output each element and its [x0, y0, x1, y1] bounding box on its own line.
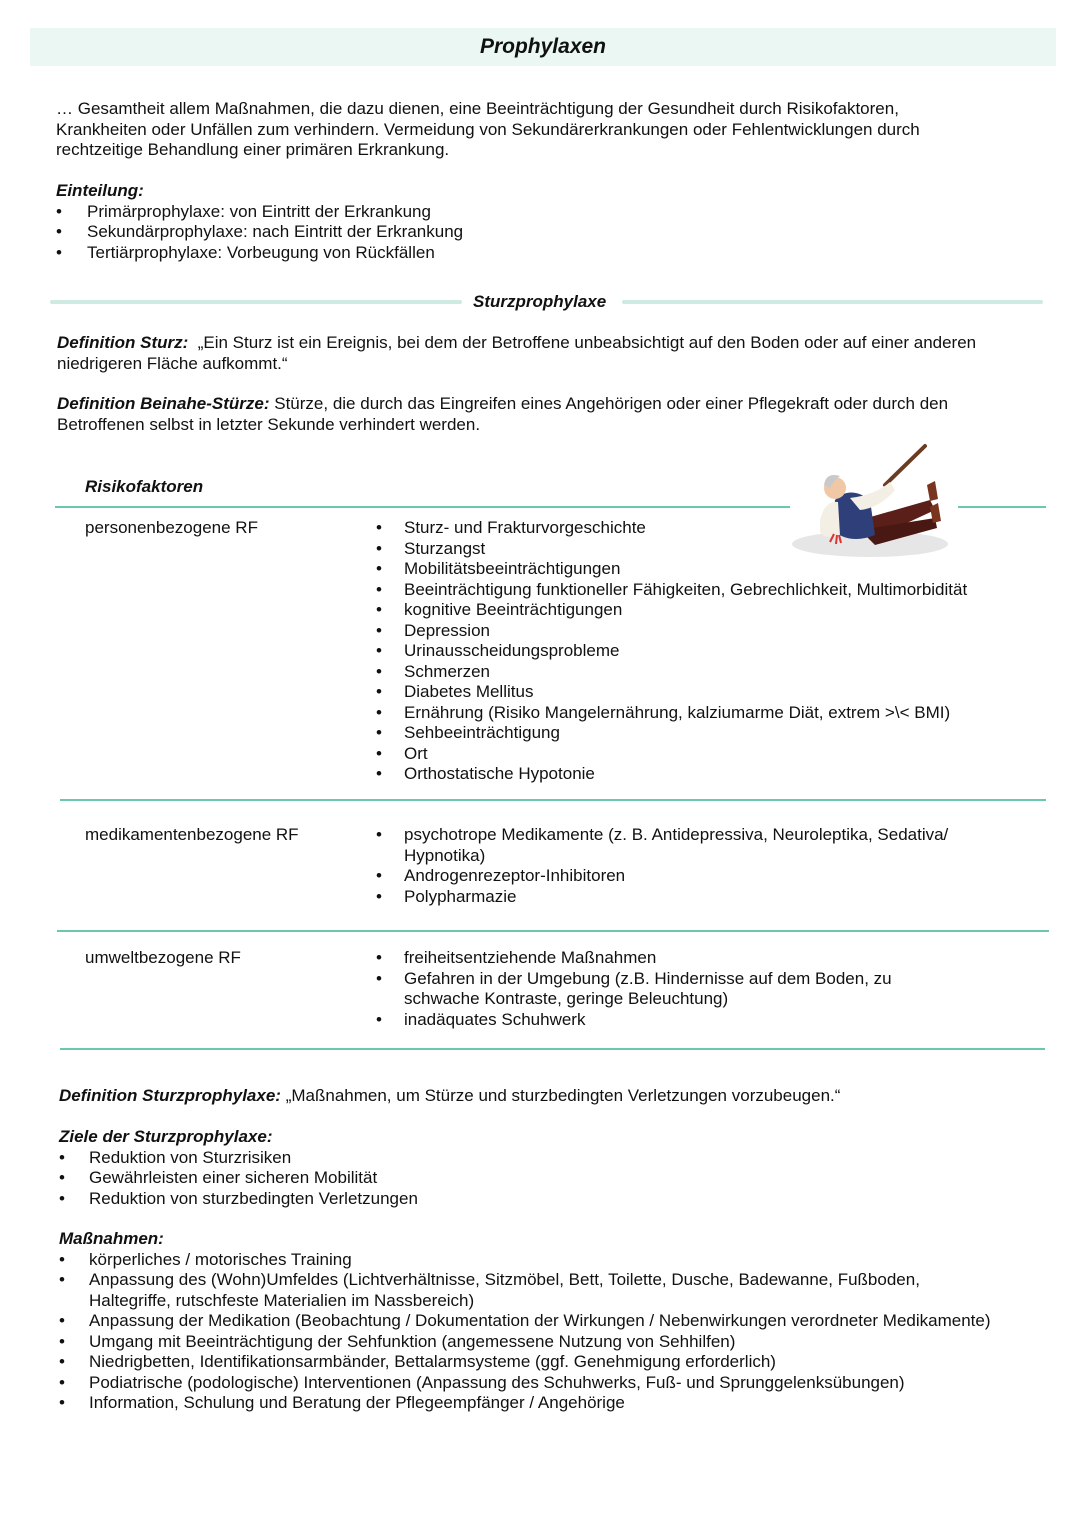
list-item	[59, 1168, 418, 1189]
list-item	[376, 1010, 892, 1031]
intro-line: … Gesamtheit allem Maßnahmen, die dazu dienen, eine Beeinträchtigung der Gesundheit durch Risikofaktoren,	[56, 99, 899, 118]
list-item	[376, 641, 967, 662]
bullet: •	[56, 242, 62, 262]
list-item	[56, 243, 463, 264]
list-item	[376, 948, 892, 969]
list-item-text: freiheitsentziehende Maßnahmen	[404, 948, 657, 967]
section-title: Sturzprophylaxe	[473, 292, 607, 311]
bullet: •	[59, 1372, 65, 1392]
list-item-text: Podiatrische (podologische) Interventionen (Anpassung des Schuhwerks, Fuß- und Sprunggelenksübungen)	[89, 1372, 905, 1392]
list-item-text: Orthostatische Hypotonie	[404, 764, 595, 783]
bullet: •	[376, 682, 382, 701]
definition-sturzprophylaxe	[59, 1086, 840, 1107]
list-item-text: Ort	[404, 743, 428, 763]
table-line	[57, 930, 1049, 932]
risk-group-label: personenbezogene RF	[85, 518, 258, 537]
bullet: •	[59, 1249, 65, 1269]
list-item-text: Sekundärprophylaxe: nach Eintritt der Erkrankung	[87, 222, 464, 241]
list-item	[59, 1373, 991, 1394]
list-item-text: Anpassung der Medikation (Beobachtung / Dokumentation der Wirkungen / Nebenwirkungen verordneter Medikamente)	[89, 1311, 991, 1330]
list-item-text: Hypnotika)	[404, 845, 486, 865]
einteilung-section	[56, 181, 463, 263]
list-item	[59, 1189, 418, 1210]
list-item-text: Sturz- und Frakturvorgeschichte	[404, 518, 646, 537]
bullet: •	[59, 1147, 65, 1167]
list-item	[59, 1352, 991, 1373]
definition-text: „Ein Sturz ist ein Ereignis, bei dem der Betroffene unbeabsichtigt auf den Boden oder auf einer anderen	[197, 333, 977, 352]
list-item-text: Niedrigbetten, Identifikationsarmbänder, Bettalarmsysteme (ggf. Genehmigung erforderlich)	[89, 1352, 776, 1371]
definition-label: Definition Sturz:	[57, 333, 189, 352]
massnahmen-list	[59, 1250, 991, 1414]
list-item	[376, 723, 967, 744]
list-item-text: Ernährung (Risiko Mangelernährung, kalziumarme Diät, extrem >\< BMI)	[404, 702, 951, 722]
list-item	[376, 969, 892, 990]
definition-text: Betroffenen selbst in letzter Sekunde verhindert werden.	[57, 414, 481, 434]
definition-label: Definition Beinahe-Stürze:	[57, 394, 270, 413]
list-item	[56, 222, 463, 243]
risk-group-label: umweltbezogene RF	[85, 948, 241, 967]
list-item	[376, 866, 948, 887]
bullet: •	[56, 201, 62, 221]
list-item-text: schwache Kontraste, geringe Beleuchtung)	[404, 989, 729, 1008]
bullet: •	[56, 222, 62, 241]
risk-list-umwelt	[376, 948, 892, 1030]
list-item-text: inadäquates Schuhwerk	[404, 1009, 586, 1029]
list-item	[376, 580, 967, 601]
list-item-text: Haltegriffe, rutschfeste Materialien im Nassbereich)	[89, 1290, 475, 1310]
list-item-text: Schmerzen	[404, 661, 490, 681]
list-item	[376, 764, 967, 785]
bullet: •	[376, 764, 382, 783]
section-divider	[622, 300, 1043, 304]
bullet: •	[59, 1393, 65, 1412]
list-item-text: Reduktion von sturzbedingten Verletzungen	[89, 1188, 418, 1208]
list-item	[376, 539, 967, 560]
bullet: •	[59, 1311, 65, 1330]
list-item-continuation	[376, 846, 948, 867]
ziele-list	[59, 1148, 418, 1210]
bullet: •	[376, 620, 382, 640]
list-item	[376, 559, 967, 580]
list-item-text: Depression	[404, 620, 490, 640]
bullet: •	[376, 579, 382, 599]
list-item-continuation	[376, 989, 892, 1010]
list-item	[376, 703, 967, 724]
list-item	[56, 202, 463, 223]
list-item-continuation	[59, 1291, 991, 1312]
table-line	[958, 506, 1046, 508]
bullet: •	[376, 538, 382, 558]
risk-group-label: medikamentenbezogene RF	[85, 825, 299, 844]
list-item-text: Gewährleisten einer sicheren Mobilität	[89, 1168, 378, 1187]
list-item	[59, 1393, 991, 1414]
list-item	[59, 1148, 418, 1169]
bullet: •	[59, 1270, 65, 1289]
ziele-heading: Ziele der Sturzprophylaxe:	[59, 1127, 273, 1146]
einteilung-list	[56, 202, 463, 264]
list-item	[59, 1270, 991, 1291]
intro-paragraph	[56, 99, 920, 161]
bullet: •	[376, 518, 382, 537]
list-item-text: Reduktion von Sturzrisiken	[89, 1147, 292, 1167]
list-item-text: kognitive Beeinträchtigungen	[404, 600, 623, 619]
ziele-section	[59, 1127, 418, 1209]
definition-label: Definition Sturzprophylaxe:	[59, 1086, 281, 1105]
list-item-text: psychotrope Medikamente (z. B. Antidepressiva, Neuroleptika, Sedativa/	[404, 825, 949, 844]
list-item	[376, 600, 967, 621]
definition-text: Stürze, die durch das Eingreifen eines Angehörigen oder einer Pflegekraft oder durch den	[274, 394, 949, 413]
definition-beinahe	[57, 394, 948, 435]
list-item-text: Diabetes Mellitus	[404, 682, 534, 701]
list-item-text: Umgang mit Beeinträchtigung der Sehfunktion (angemessene Nutzung von Sehhilfen)	[89, 1331, 736, 1351]
list-item	[376, 825, 948, 846]
einteilung-heading: Einteilung:	[56, 181, 144, 200]
intro-line: Krankheiten oder Unfällen zum verhindern. Vermeidung von Sekundärerkrankungen oder Fehlentwicklungen durch	[56, 119, 920, 139]
bullet: •	[376, 559, 382, 578]
list-item	[376, 744, 967, 765]
massnahmen-heading: Maßnahmen:	[59, 1229, 164, 1248]
list-item	[376, 662, 967, 683]
bullet: •	[376, 723, 382, 742]
massnahmen-section	[59, 1229, 991, 1414]
risk-list-medikamente	[376, 825, 948, 907]
bullet: •	[59, 1188, 65, 1208]
intro-line: rechtzeitige Behandlung einer primären Erkrankung.	[56, 140, 450, 159]
table-line	[60, 799, 1046, 801]
definition-text: niedrigeren Fläche aufkommt.“	[57, 353, 288, 373]
definition-sturz	[57, 333, 976, 374]
title-band	[30, 28, 1056, 66]
list-item-text: Androgenrezeptor-Inhibitoren	[404, 866, 626, 885]
list-item-text: Sturzangst	[404, 538, 486, 558]
page-title: Prophylaxen	[479, 35, 607, 58]
bullet: •	[376, 866, 382, 885]
list-item	[376, 682, 967, 703]
list-item	[59, 1250, 991, 1271]
list-item	[376, 621, 967, 642]
bullet: •	[59, 1331, 65, 1351]
bullet: •	[59, 1352, 65, 1371]
bullet: •	[59, 1168, 65, 1187]
list-item-text: Information, Schulung und Beratung der Pflegeempfänger / Angehörige	[89, 1393, 625, 1412]
bullet: •	[376, 886, 382, 906]
bullet: •	[376, 743, 382, 763]
list-item-text: Sehbeeinträchtigung	[404, 723, 560, 742]
table-line	[55, 506, 790, 508]
table-line	[60, 1048, 1045, 1050]
risk-list-personen	[376, 518, 967, 785]
section-divider	[50, 300, 462, 304]
list-item-text: Urinausscheidungsprobleme	[404, 641, 620, 660]
bullet: •	[376, 825, 382, 844]
list-item-text: Mobilitätsbeeinträchtigungen	[404, 559, 621, 578]
list-item	[376, 887, 948, 908]
list-item-text: Gefahren in der Umgebung (z.B. Hindernisse auf dem Boden, zu	[404, 968, 892, 988]
bullet: •	[376, 948, 382, 967]
bullet: •	[376, 641, 382, 660]
list-item-text: Beeinträchtigung funktioneller Fähigkeiten, Gebrechlichkeit, Multimorbidität	[404, 579, 968, 599]
list-item-text: Polypharmazie	[404, 886, 517, 906]
bullet: •	[376, 968, 382, 988]
list-item	[59, 1311, 991, 1332]
list-item	[59, 1332, 991, 1353]
definition-text: „Maßnahmen, um Stürze und sturzbedingten Verletzungen vorzubeugen.“	[285, 1086, 841, 1105]
list-item-text: Anpassung des (Wohn)Umfeldes (Lichtverhältnisse, Sitzmöbel, Bett, Toilette, Dusche, Badewanne, Fußboden,	[89, 1270, 920, 1289]
bullet: •	[376, 1009, 382, 1029]
bullet: •	[376, 600, 382, 619]
bullet: •	[376, 661, 382, 681]
bullet: •	[376, 702, 382, 722]
list-item-text: körperliches / motorisches Training	[89, 1249, 352, 1269]
list-item	[376, 518, 967, 539]
list-item-text: Primärprophylaxe: von Eintritt der Erkrankung	[87, 201, 431, 221]
list-item-text: Tertiärprophylaxe: Vorbeugung von Rückfällen	[87, 242, 435, 262]
risk-heading: Risikofaktoren	[85, 477, 204, 496]
